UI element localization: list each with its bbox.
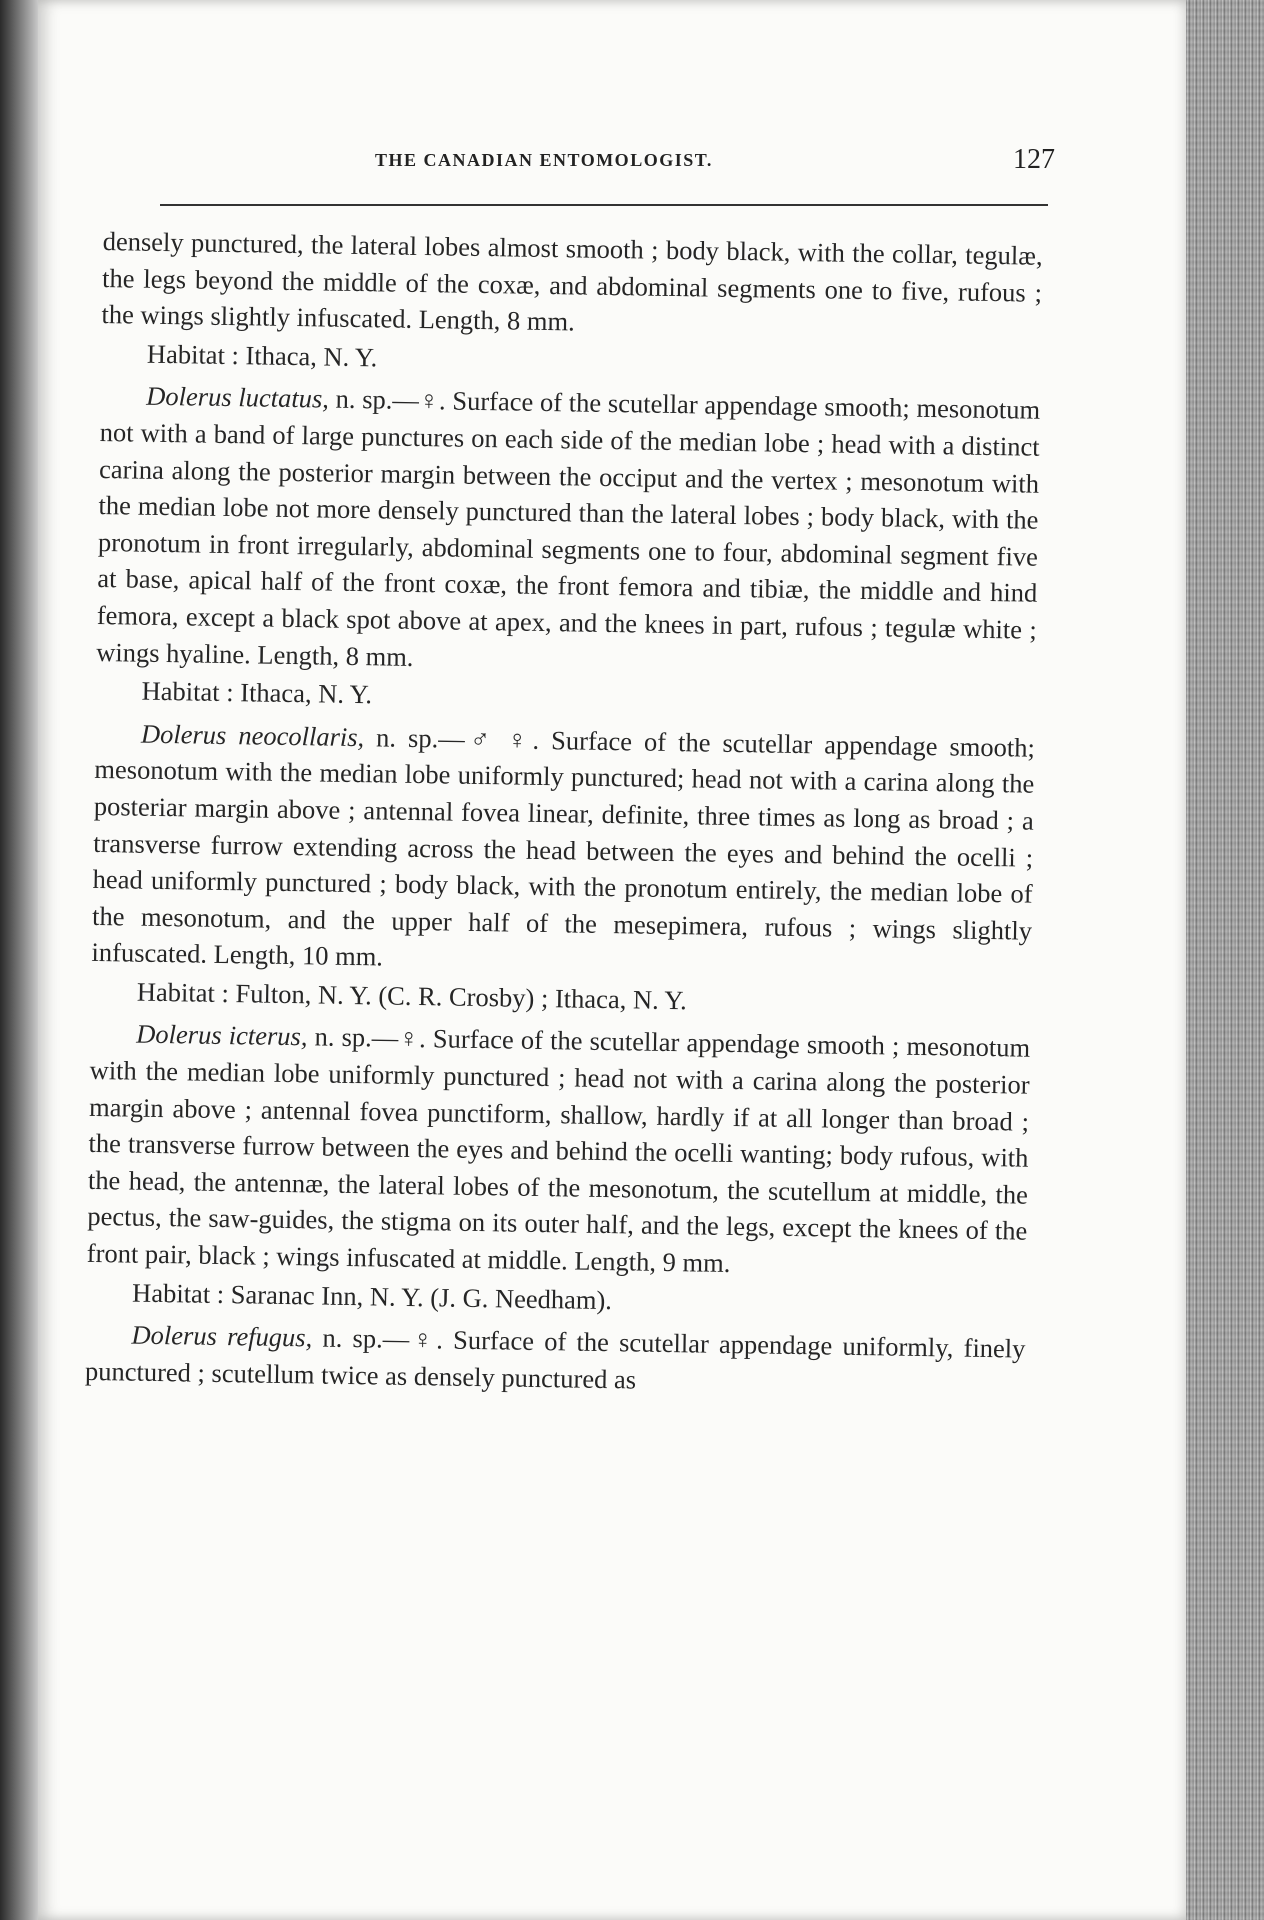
page-header	[335, 144, 1055, 190]
page-number: 127	[1013, 144, 1055, 175]
species-icterus	[87, 1015, 1031, 1286]
book-binding	[0, 0, 42, 1920]
species-description-luctatus: n. sp.—♀. Surface of the scutellar appendage smooth; mesonotum not with a band of large punctures on each side of the median lobe ; head with a distinct carina along the posterior margin between the occiput and the vertex ; mesonotum with the median lobe not more densely punctured than the lateral lobes ; body black, with the pronotum in front irregularly, abdominal segments one to four, abdominal segment five at base, apical half of the front coxæ, the front femora and tibiæ, the middle and hind femora, except a black spot above at apex, and the knees in part, rufous ; tegulæ white ; wings hyaline. Length, 8 mm.	[96, 383, 1041, 672]
habitat-saranac: Habitat : Saranac Inn, N. Y. (J. G. Needham).	[131, 1277, 613, 1315]
species-name-luctatus: Dolerus luctatus,	[146, 381, 330, 414]
species-description-refugus: n. sp.—♀. Surface of the scutellar appendage uniformly, finely punctured ; scutellum twice as densely punctured as	[84, 1322, 1026, 1395]
species-description-neocollaris: n. sp.—♂ ♀. Surface of the scutellar appendage smooth; mesonotum with the median lobe uniformly punctured; head not with a carina along the posteriar margin above ; antennal fovea linear, definite, three times as long as broad ; a transverse furrow extending across the head between the eyes and behind the ocelli ; head uniformly punctured ; body black, with the pronotum entirely, the median lobe of the mesonotum, and the upper half of the mesepimera, rufous ; wings slightly infuscated. Length, 10 mm.	[91, 721, 1036, 972]
habitat-ithaca-1: Habitat : Ithaca, N. Y.	[146, 338, 378, 373]
habitat-ithaca-2: Habitat : Ithaca, N. Y.	[141, 675, 373, 710]
species-name-neocollaris: Dolerus neocollaris,	[140, 718, 365, 752]
species-neocollaris	[91, 715, 1035, 986]
body-text	[85, 223, 1043, 1404]
species-luctatus	[96, 377, 1040, 684]
species-name-icterus: Dolerus icterus,	[136, 1019, 308, 1052]
species-refugus	[85, 1316, 1026, 1404]
page-edges	[1186, 0, 1264, 1920]
species-name-refugus: Dolerus refugus,	[131, 1319, 313, 1353]
running-title: THE CANADIAN ENTOMOLOGIST.	[375, 150, 713, 170]
habitat-fulton: Habitat : Fulton, N. Y. (C. R. Crosby) ; Ithaca, N. Y.	[136, 976, 687, 1016]
paragraph-continuation: densely punctured, the lateral lobes almost smooth ; body black, with the collar, tegulæ, the legs beyond the middle of the coxæ, and abdominal segments one to five, rufous ; the wings slightly infuscated. Length, 8 mm.	[101, 225, 1043, 337]
header-rule	[160, 204, 1048, 206]
species-description-icterus: n. sp.—♀. Surface of the scutellar appendage smooth ; mesonotum with the median lobe uniformly punctured ; head not with a carina along the posterior margin above ; antennal fovea punctiform, shallow, hardly if at all longer than broad ; the transverse furrow between the eyes and behind the ocelli wanting; body rufous, with the head, the antennæ, the lateral lobes of the mesonotum, the scutellum at middle, the pectus, the saw-guides, the stigma on its outer half, and the legs, except the knees of the front pair, black ; wings infuscated at middle. Length, 9 mm.	[86, 1021, 1031, 1279]
